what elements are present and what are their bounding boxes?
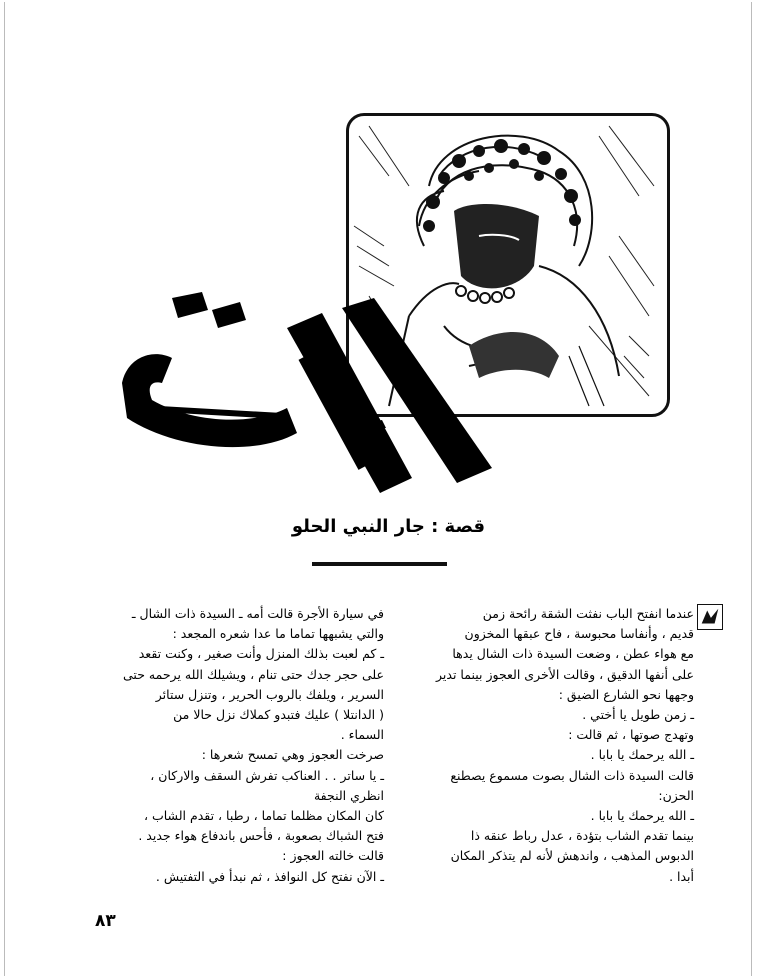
paragraph-line: قالت خالته العجوز : bbox=[282, 848, 384, 864]
paragraph-line: في سيارة الأجرة قالت أمه ـ السيدة ذات الشال ـ bbox=[131, 606, 384, 621]
paragraph-ornament-icon bbox=[697, 604, 723, 630]
paragraph-line: ـ الله يرحمك يا بابا . bbox=[590, 808, 694, 824]
paragraph-line: ـ الله يرحمك يا بابا . bbox=[590, 747, 694, 763]
title-dot-1 bbox=[172, 292, 208, 318]
paragraph-line: السرير ، ويلفك بالروب الحرير ، وتنزل ستائر bbox=[155, 686, 384, 702]
paragraph-line: قالت السيدة ذات الشال بصوت مسموع يصطنع bbox=[450, 767, 694, 783]
paragraph-line: مع هواء عطن ، وضعت السيدة ذات الشال يدها bbox=[452, 646, 694, 662]
title-dot-2 bbox=[212, 302, 246, 328]
paragraph-line: الدبوس المذهب ، واندهش لأنه لم يتذكر المكان bbox=[450, 848, 694, 864]
paragraph-line: فتح الشباك بصعوبة ، فأحس باندفاع هواء جديد . bbox=[138, 828, 384, 844]
paragraph-line: انظري النجفة bbox=[313, 787, 384, 803]
paragraph-line: عندما انفتح الباب نفثت الشقة رائحة زمن bbox=[482, 606, 694, 621]
paragraph-line: بينما تقدم الشاب بتؤدة ، عدل رباط عنقه ذا bbox=[470, 828, 694, 844]
paragraph-line: ـ يا ساتر . . العناكب تفرش السقف والاركان ، bbox=[150, 767, 384, 783]
paragraph-line: السماء . bbox=[340, 727, 384, 743]
paragraph-line: على أنفها الدقيق ، وقالت الأخرى العجوز بينما تدير bbox=[436, 666, 694, 682]
paragraph-line: ( الدانتلا ) عليك فتبدو كملاك نزل حالا من bbox=[173, 707, 384, 723]
paragraph-line: وتهدج صوتها ، ثم قالت : bbox=[568, 727, 694, 743]
paragraph-line: وجهها نحو الشارع الضيق : bbox=[558, 686, 694, 702]
column-right bbox=[394, 604, 694, 887]
paragraph-line: قديم ، وأنفاسا محبوسة ، فاح عبقها المخزون bbox=[464, 626, 694, 642]
paragraph-line: ـ كم لعبت بذلك المنزل وأنت صغير ، وكنت تقعد bbox=[138, 646, 384, 662]
paragraph-line: ـ الآن نفتح كل النوافذ ، ثم نبدأ في التفتيش . bbox=[155, 868, 384, 884]
page-number: ٨٣ bbox=[95, 911, 116, 931]
title-divider bbox=[312, 562, 447, 566]
paragraph-line: أبدا . bbox=[669, 868, 694, 884]
calligraphic-title-art bbox=[112, 288, 532, 518]
paragraph-line: ـ زمن طويل يا أختي . bbox=[582, 707, 694, 723]
title-stroke-3 bbox=[122, 354, 297, 447]
story-byline: قصة : جار النبي الحلو bbox=[291, 516, 485, 537]
paragraph-line: والتي يشبهها تماما ما عدا شعره المجعد : bbox=[172, 626, 384, 642]
paragraph-line: على حجر جدك حتى تنام ، ويشيلك الله يرحمه حتى bbox=[123, 666, 384, 682]
paragraph-line: الحزن: bbox=[658, 787, 694, 803]
paragraph-line: صرخت العجوز وهي تمسح شعرها : bbox=[201, 747, 384, 763]
paragraph-line: كان المكان مظلما تماما ، رطبا ، تقدم الشاب ، bbox=[143, 808, 384, 824]
column-left bbox=[100, 604, 384, 887]
